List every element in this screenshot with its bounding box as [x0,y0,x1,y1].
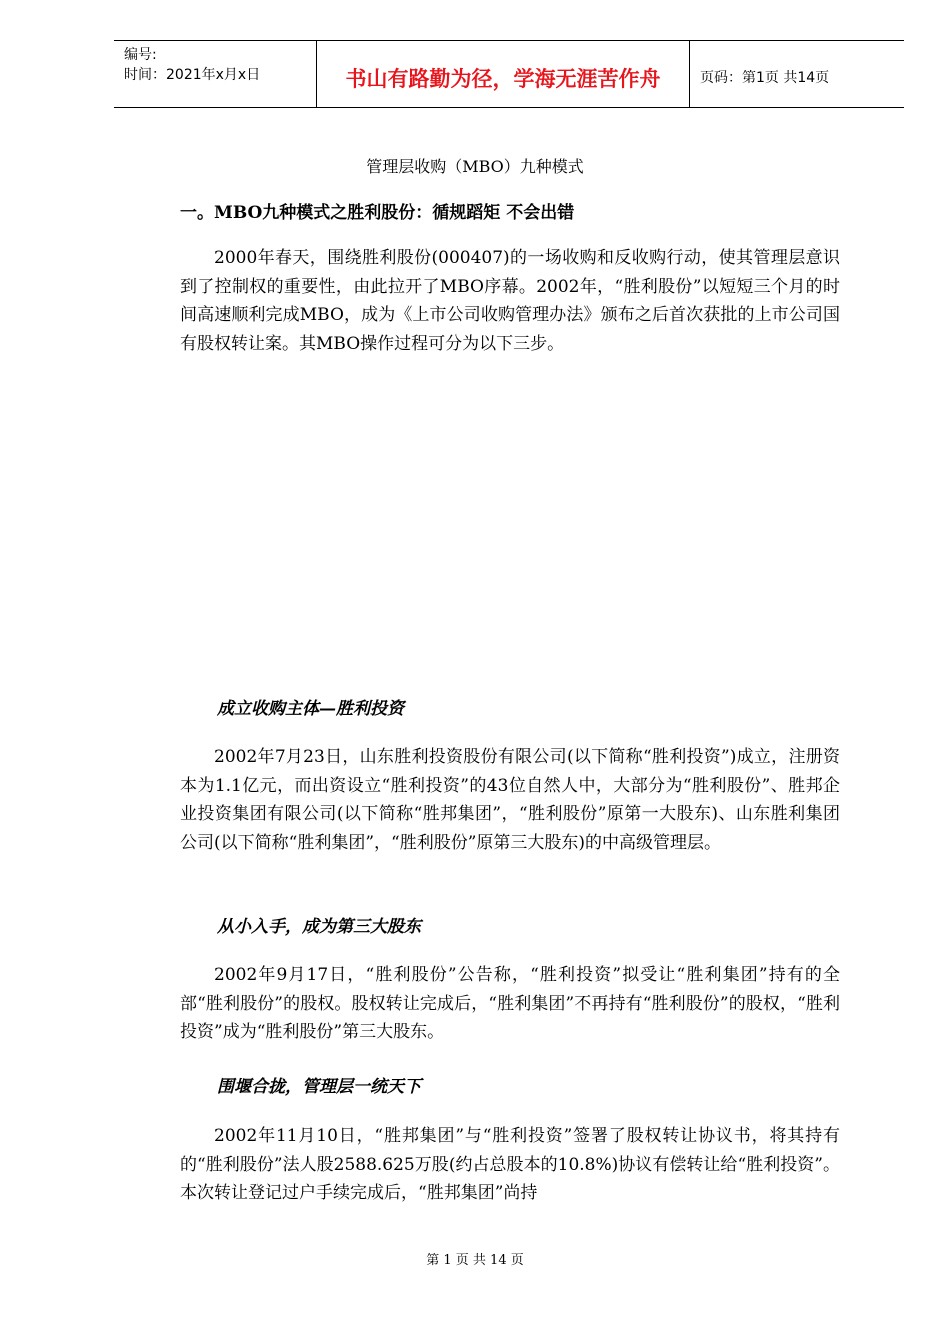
header-meta-cell [114,41,316,107]
paragraph-intro: 2000年春天，围绕胜利股份(000407)的一场收购和反收购行动，使其管理层意识到了控制权的重要性，由此拉开了MBO序幕。2002年，“胜利股份”以短短三个月的时间高速顺利完成MBO，成为《上市公司收购管理办法》颁布之后首次获批的上市公司国有股权转让案。其MBO操作过程可分为以下三步。 [180,248,840,354]
serial-label: 编号: [124,47,157,63]
paragraph-2: 2002年9月17日，“胜利股份”公告称，“胜利投资”拟受让“胜利集团”持有的全部“胜利股份”的股权。股权转让完成后，“胜利集团”不再持有“胜利股份”的股权，“胜利投资”成为“胜利股份”第三大股东。 [180,965,840,1043]
paragraph-3: 2002年11月10日，“胜邦集团”与“胜利投资”签署了股权转让协议书，将其持有的“胜利股份”法人股2588.625万股(约占总股本的10.8%)协议有偿转让给“胜利投资”。本次转让登记过户手续完成后，“胜邦集团”尚持 [180,1126,840,1204]
subheading-3: 围堰合拢，管理层一统天下 [217,1077,421,1097]
motto-text: 书山有路勤为径，学海无涯苦作舟 [345,67,661,91]
section-heading: 一。MBO九种模式之胜利股份：循规蹈矩 不会出错 [180,203,575,223]
subheading-2: 从小入手，成为第三大股东 [217,917,421,937]
page-footer: 第 1 页 共 14 页 [426,1253,524,1268]
header-table [114,40,904,108]
header-motto-cell [316,41,690,107]
time-label: 时间：2021年x月x日 [124,67,261,83]
page-info: 页码：第1页 共14页 [700,70,830,86]
paragraph-1: 2002年7月23日，山东胜利投资股份有限公司(以下简称“胜利投资”)成立，注册资本为1.1亿元，而出资设立“胜利投资”的43位自然人中，大部分为“胜利股份”、胜邦企业投资集团有限公司(以下简称“胜邦集团”，“胜利股份”原第一大股东)、山东胜利集团公司(以下简称“胜利集团”，“胜利股份”原第三大股东)的中高级管理层。 [180,747,840,853]
header-page-cell [690,41,904,107]
subheading-1: 成立收购主体—胜利投资 [217,699,404,719]
document-title: 管理层收购（MBO）九种模式 [366,157,584,176]
